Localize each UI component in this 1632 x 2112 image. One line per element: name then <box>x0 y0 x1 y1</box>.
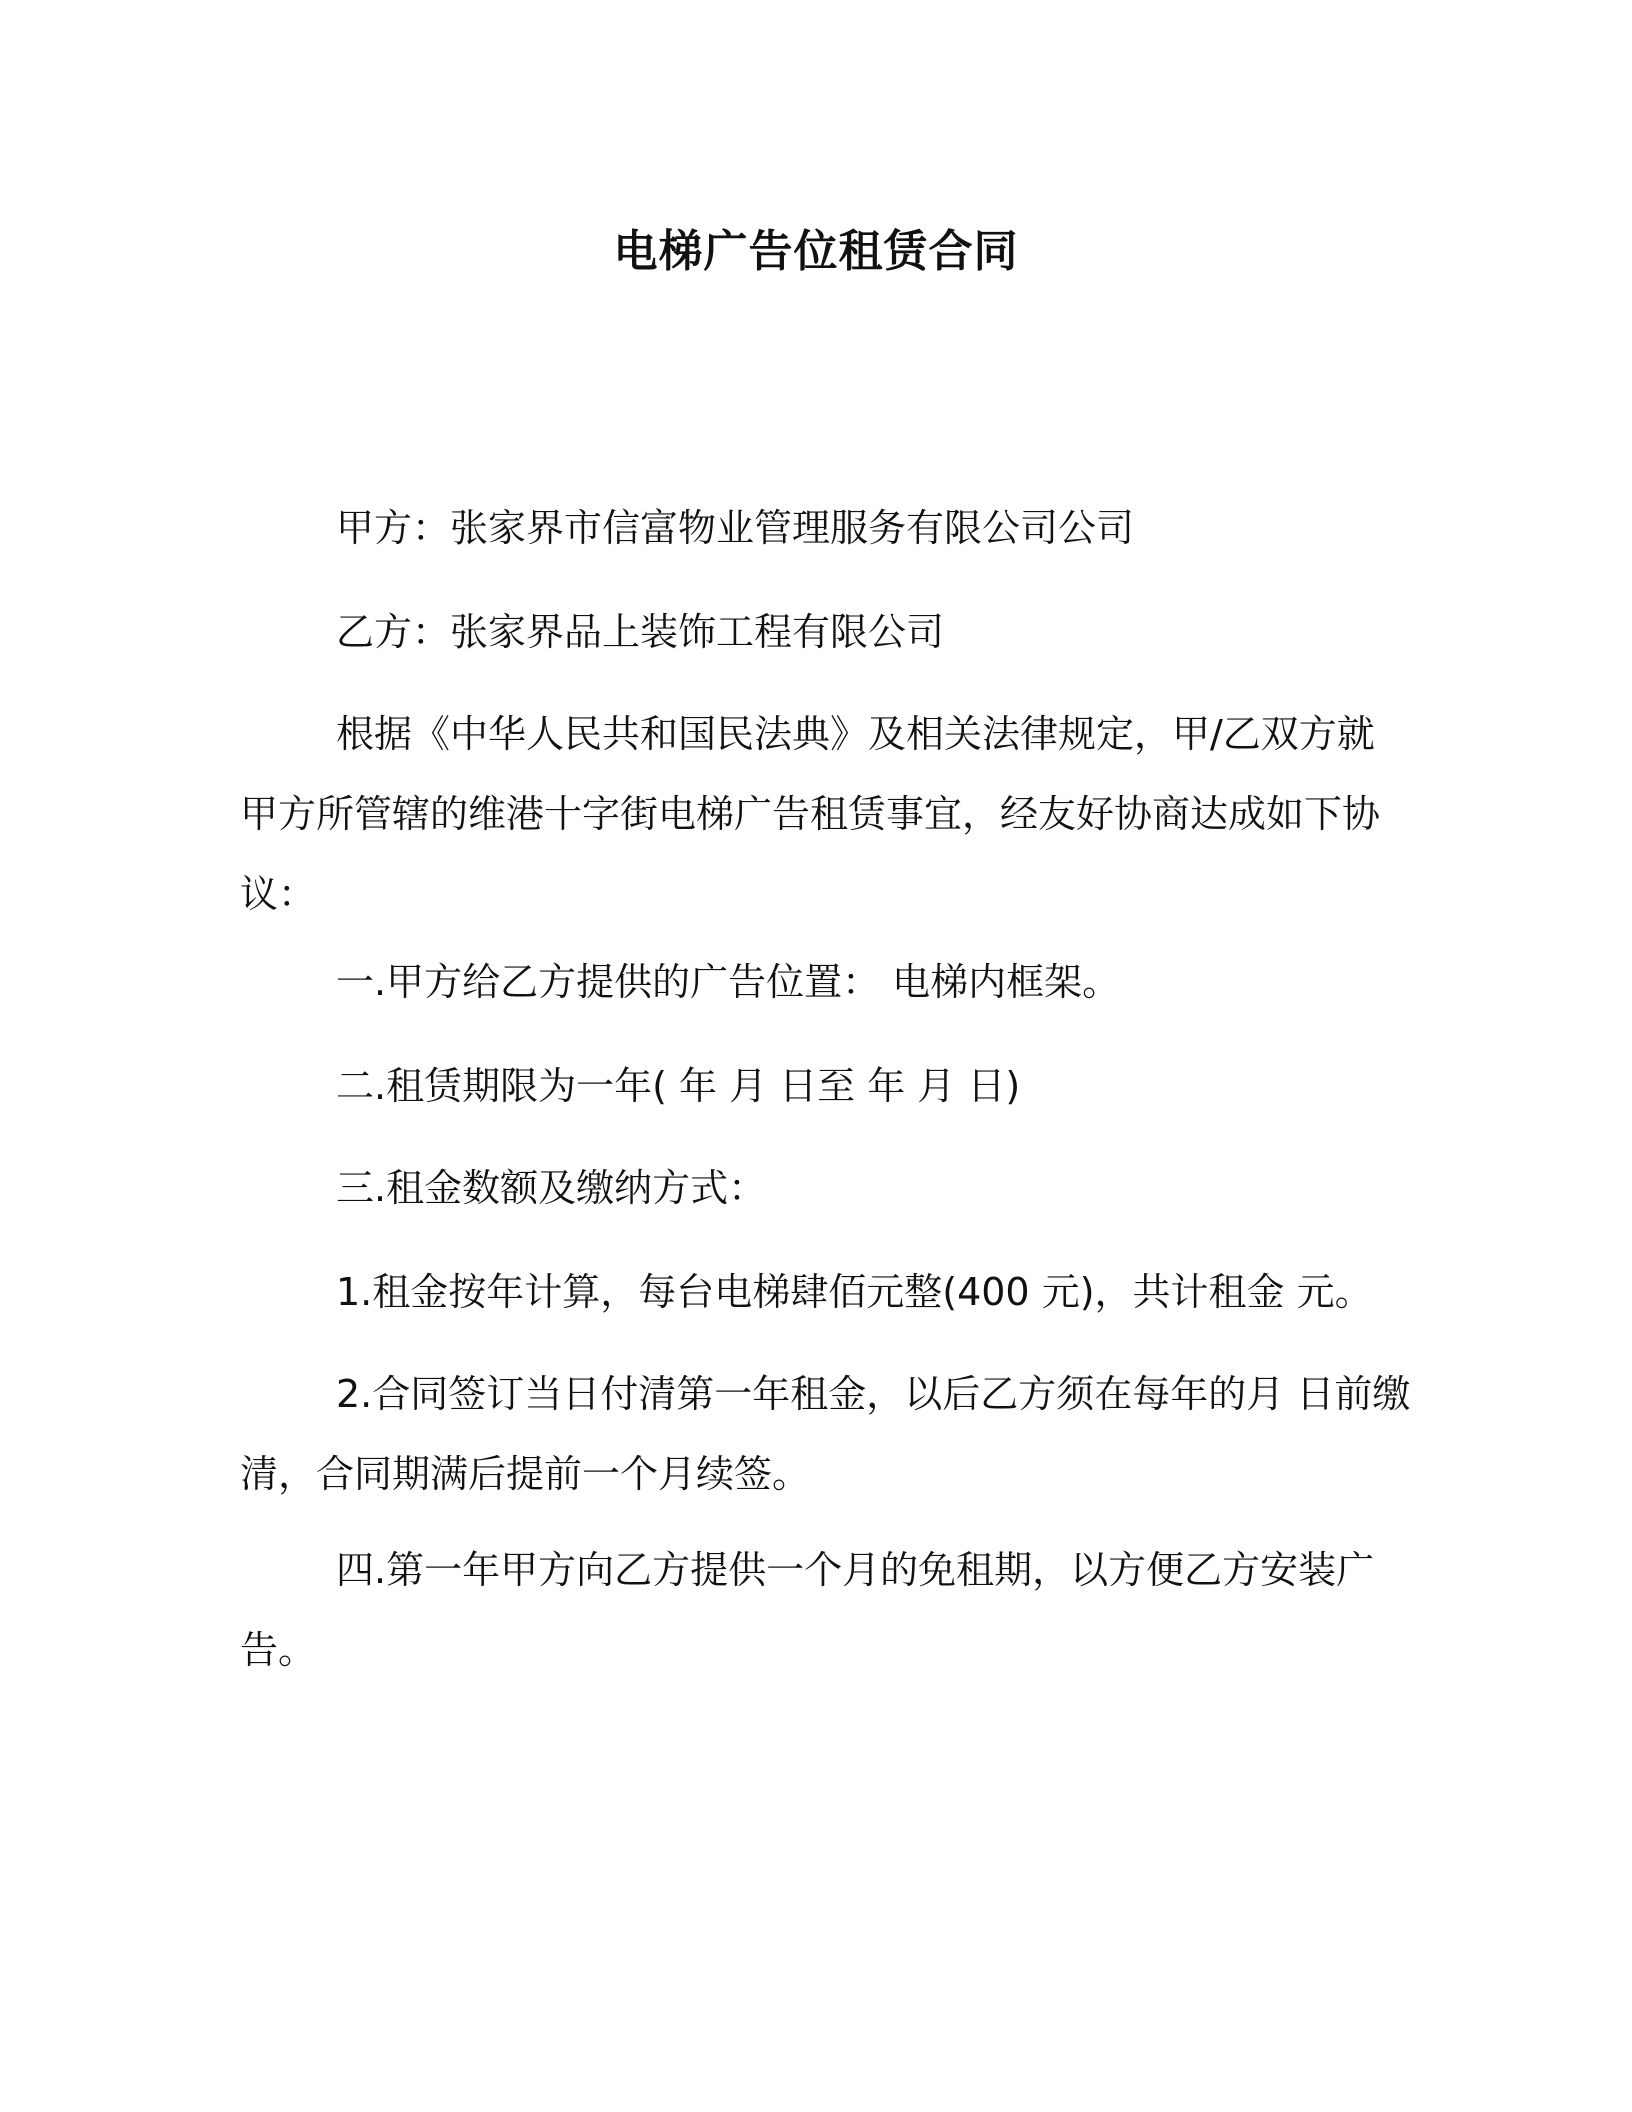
clause-3-1-paragraph <box>240 1252 1380 1332</box>
clause-3-2-paragraph <box>240 1354 1411 1514</box>
clause-4-paragraph <box>240 1530 1380 1690</box>
clause-3-2-line-2: 清，合同期满后提前一个月续签。 <box>240 1452 811 1496</box>
clause-4-line-1: 四.第一年甲方向乙方提供一个月的免租期，以方便乙方安装广 <box>336 1548 1375 1592</box>
party-a: 甲方：张家界市信富物业管理服务有限公司公司 <box>336 506 1135 550</box>
clause-3-paragraph <box>240 1148 1380 1228</box>
document-title: 电梯广告位租赁合同 <box>613 226 1019 277</box>
clause-1: 一.甲方给乙方提供的广告位置： 电梯内框架。 <box>336 960 1121 1004</box>
intro-paragraph <box>240 694 1380 934</box>
party-b: 乙方：张家界品上装饰工程有限公司 <box>336 610 945 654</box>
clause-3: 三.租金数额及缴纳方式： <box>336 1166 767 1210</box>
clause-1-paragraph <box>240 942 1380 1022</box>
intro-line-1: 根据《中华人民共和国民法典》及相关法律规定，甲/乙双方就 <box>336 712 1375 756</box>
clause-3-1: 1.租金按年计算，每台电梯肆佰元整(400 元)，共计租金 元。 <box>336 1270 1373 1314</box>
clause-3-2-line-1: 2.合同签订当日付清第一年租金，以后乙方须在每年的月 日前缴 <box>336 1372 1411 1416</box>
party-b-line <box>240 592 1380 672</box>
party-a-line <box>240 488 1380 568</box>
intro-line-3: 议： <box>240 872 317 916</box>
clause-2-paragraph <box>240 1046 1380 1126</box>
clause-4-line-2: 告。 <box>240 1628 317 1672</box>
intro-line-2: 甲方所管辖的维港十字街电梯广告租赁事宜，经友好协商达成如下协 <box>240 792 1381 836</box>
clause-2: 二.租赁期限为一年( 年 月 日至 年 月 日) <box>336 1064 1021 1108</box>
